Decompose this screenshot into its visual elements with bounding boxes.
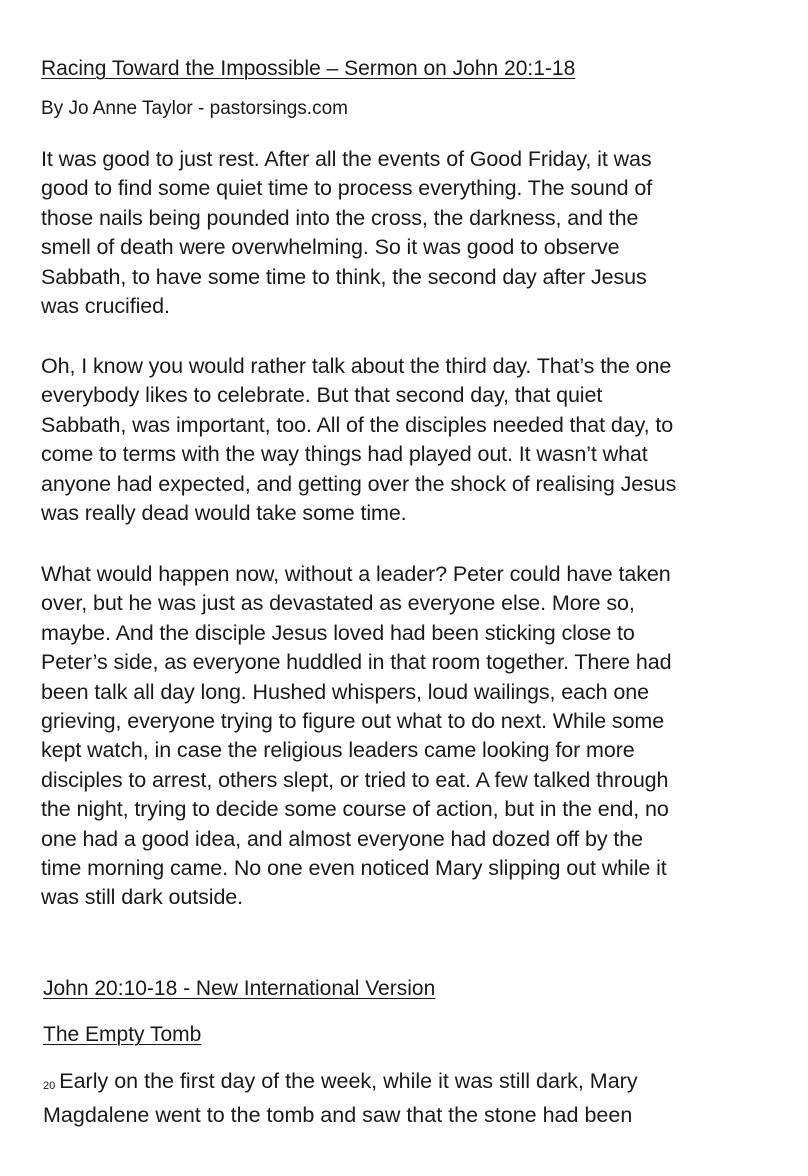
text-line: been talk all day long. Hushed whispers, loud wailings, each one	[41, 679, 649, 704]
paragraph-2	[41, 352, 781, 528]
text-line: time morning came. No one even noticed Mary slipping out while it	[41, 856, 667, 881]
text-line: good to find some quiet time to process everything. The sound of	[41, 176, 653, 201]
section-heading: The Empty Tomb	[43, 1023, 202, 1046]
text-line: Peter’s side, as everyone huddled in that room together. There had	[41, 650, 672, 675]
text-line: Oh, I know you would rather talk about the third day. That’s the one	[41, 354, 672, 378]
text-line: Sabbath, to have some time to think, the second day after Jesus	[41, 264, 647, 289]
text-line: Sabbath, was important, too. All of the disciples needed that day, to	[41, 412, 674, 437]
text-line: one had a good idea, and almost everyone had dozed off by the	[41, 826, 643, 851]
text-line: What would happen now, without a leader? Peter could have taken	[41, 562, 671, 586]
text-line: kept watch, in case the religious leaders came looking for more	[41, 738, 635, 763]
text-line: those nails being pounded into the cross, the darkness, and the	[41, 205, 639, 230]
verse-number: 20	[43, 1080, 56, 1092]
text-line: everybody likes to celebrate. But that second day, that quiet	[41, 383, 603, 408]
text-line	[43, 1067, 783, 1101]
text-line: was really dead would take some time.	[41, 501, 407, 526]
text-line: come to terms with the way things had played out. It wasn’t what	[41, 442, 648, 467]
text-line: disciples to arrest, others slept, or tried to eat. A few talked through	[41, 767, 669, 792]
text-line: grieving, everyone trying to figure out what to do next. While some	[41, 709, 665, 734]
text-line: was still dark outside.	[41, 885, 244, 910]
paragraph-3	[41, 560, 781, 913]
author-byline: By Jo Anne Taylor - pastorsings.com	[41, 98, 348, 119]
text-line: the night, trying to decide some course of action, but in the end, no	[41, 797, 669, 822]
verse-line: Early on the first day of the week, while it was still dark, Mary	[59, 1069, 638, 1093]
text-line: Magdalene went to the tomb and saw that the stone had been	[43, 1103, 633, 1128]
verse-text	[43, 1067, 783, 1131]
text-line: smell of death were overwhelming. So it was good to observe	[41, 235, 620, 260]
text-line: was crucified.	[41, 294, 170, 319]
scripture-heading: John 20:10-18 - New International Version	[43, 977, 436, 1000]
text-line: maybe. And the disciple Jesus loved had been sticking close to	[41, 620, 635, 645]
text-line: anyone had expected, and getting over the shock of realising Jesus	[41, 471, 677, 496]
sermon-title: Racing Toward the Impossible – Sermon on John 20:1-18	[41, 57, 576, 80]
paragraph-1	[41, 145, 781, 321]
text-line: It was good to just rest. After all the events of Good Friday, it was	[41, 147, 652, 171]
text-line: over, but he was just as devastated as everyone else. More so,	[41, 591, 635, 616]
